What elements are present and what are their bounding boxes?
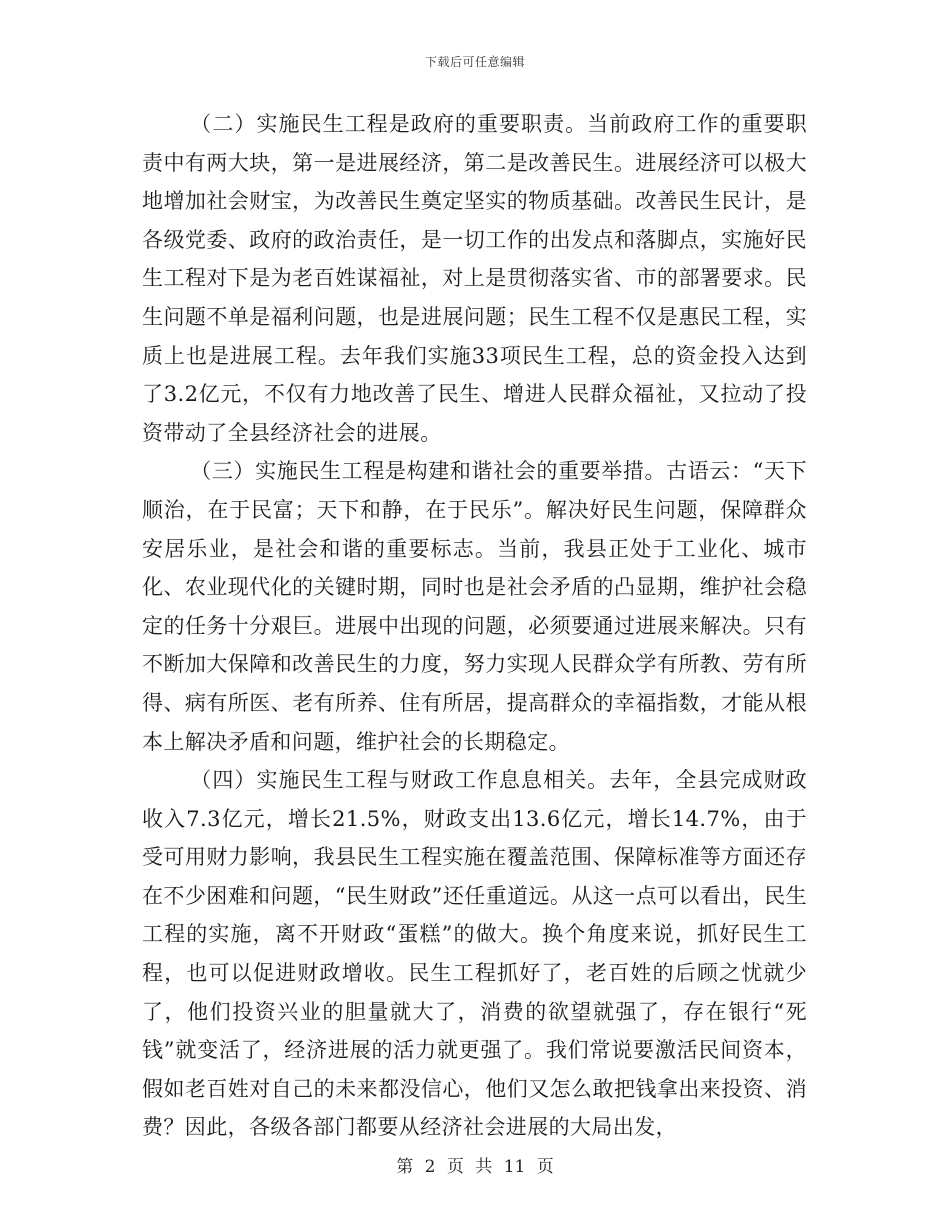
paragraph-2: （二）实施民生工程是政府的重要职责。当前政府工作的重要职责中有两大块，第一是进展经济，第二是改善民生。进展经济可以极大地增加社会财宝，为改善民生奠定坚实的物质基础。改善民生民计，是各级党委、政府的政治责任，是一切工作的出发点和落脚点，实施好民生工程对下是为老百姓谋福祉，对上是贯彻落实省、市的部署要求。民生问题不单是福利问题，也是进展问题；民生工程不仅是惠民工程，实质上也是进展工程。去年我们实施33项民生工程，总的资金投入达到了3.2亿元，不仅有力地改善了民生、增进人民群众福祉，又拉动了投资带动了全县经济社会的进展。 (142, 112, 807, 445)
paragraph-3: （三）实施民生工程是构建和谐社会的重要举措。古语云：“天下顺治，在于民富；天下和静，在于民乐”。解决好民生问题，保障群众安居乐业，是社会和谐的重要标志。当前，我县正处于工业化、城市化、农业现代化的关键时期，同时也是社会矛盾的凸显期，维护社会稳定的任务十分艰巨。进展中出现的问题，必须要通过进展来解决。只有不断加大保障和改善民生的力度，努力实现人民群众学有所教、劳有所得、病有所医、老有所养、住有所居，提高群众的幸福指数，才能从根本上解决矛盾和问题，维护社会的长期稳定。 (142, 459, 807, 754)
body-text (142, 105, 807, 1147)
paragraph-4: （四）实施民生工程与财政工作息息相关。去年，全县完成财政收入7.3亿元，增长21.5%，财政支出13.6亿元，增长14.7%，由于受可用财力影响，我县民生工程实施在覆盖范围、保障标准等方面还存在不少困难和问题，“民生财政”还任重道远。从这一点可以看出，民生工程的实施，离不开财政“蛋糕”的做大。换个角度来说，抓好民生工程，也可以促进财政增收。民生工程抓好了，老百姓的后顾之忧就少了，他们投资兴业的胆量就大了，消费的欲望就强了，存在银行“死钱”就变活了，经济进展的活力就更强了。我们常说要激活民间资本，假如老百姓对自己的未来都没信心，他们又怎么敢把钱拿出来投资、消费？因此，各级各部门都要从经济社会进展的大局出发， (142, 768, 807, 1140)
page-number: 第 2 页 共 11 页 (396, 1157, 554, 1177)
header-note: 下载后可任意编辑 (424, 55, 525, 69)
